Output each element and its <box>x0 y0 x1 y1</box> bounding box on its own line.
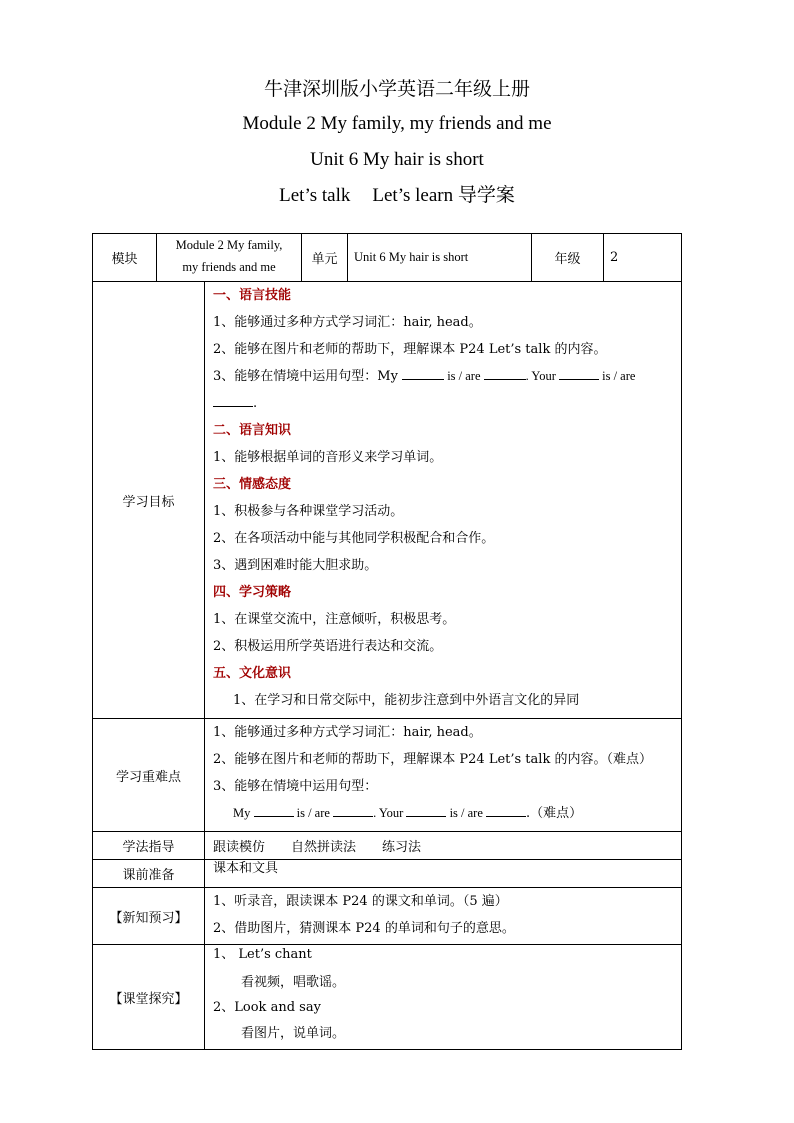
objective-item: 2、积极运用所学英语进行表达和交流。 <box>213 639 443 654</box>
objective-item: 3、遇到困难时能大胆求助。 <box>213 558 378 573</box>
explore-content <box>205 945 682 1050</box>
unit-value: Unit 6 My hair is short <box>348 234 532 282</box>
prep-label: 课前准备 <box>93 860 205 888</box>
title-lesson-learn: Let’s learn 导学案 <box>372 185 515 206</box>
method-label: 学法指导 <box>93 832 205 860</box>
objectives-heading-3: 三、情感态度 <box>213 477 292 492</box>
module-label: 模块 <box>93 234 157 282</box>
keypoint-item: 3、能够在情境中运用句型： <box>213 779 378 794</box>
method-content <box>205 832 682 860</box>
study-guide-table <box>92 233 682 1050</box>
title-book: 牛津深圳版小学英语二年级上册 <box>263 78 530 100</box>
preview-label: 【新知预习】 <box>93 888 205 945</box>
objective-item: 1、能够通过多种方式学习词汇：hair, head。 <box>213 315 482 330</box>
title-module: Module 2 My family, my friends and me <box>242 113 552 134</box>
preview-content <box>205 888 682 945</box>
method-row <box>93 832 682 860</box>
explore-item: 2、Look and say <box>213 1000 321 1015</box>
objective-item: 2、在各项活动中能与其他同学积极配合和合作。 <box>213 531 495 546</box>
objectives-heading-2: 二、语言知识 <box>213 423 292 438</box>
explore-item: 看视频，唱歌谣。 <box>241 975 346 990</box>
preview-item: 1、听录音，跟读课本 P24 的课文和单词。（5 遍） <box>213 894 508 909</box>
info-row <box>93 234 682 282</box>
method-value-1: 跟读模仿 <box>213 840 266 855</box>
keypoints-row <box>93 719 682 832</box>
preview-row <box>93 888 682 945</box>
objective-item: 2、能够在图片和老师的帮助下，理解课本 P24 Let’s talk 的内容。 <box>213 342 607 357</box>
objective-item: 1、在学习和日常交际中，能初步注意到中外语言文化的异同 <box>233 693 580 708</box>
objectives-heading-1: 一、语言技能 <box>213 288 292 303</box>
objectives-heading-5: 五、文化意识 <box>213 666 292 681</box>
objective-item: 1、积极参与各种课堂学习活动。 <box>213 504 404 519</box>
method-value-3: 练习法 <box>382 840 422 855</box>
objectives-content <box>205 282 682 719</box>
objectives-row <box>93 282 682 719</box>
explore-item: 看图片，说单词。 <box>241 1026 346 1041</box>
keypoints-content <box>205 719 682 832</box>
module-value-line2: my friends and me <box>182 260 276 274</box>
prep-content <box>205 860 682 888</box>
keypoint-item: 2、能够在图片和老师的帮助下，理解课本 P24 Let’s talk 的内容。（难点） <box>213 752 652 767</box>
keypoint-item-sentence: My is / are . Your is / are .（难点） <box>233 806 583 821</box>
explore-item: 1、 Let’s chant <box>213 947 312 962</box>
explore-label: 【课堂探究】 <box>93 945 205 1050</box>
document-title-block <box>0 76 794 209</box>
method-value-2: 自然拼读法 <box>291 840 357 855</box>
keypoints-label: 学习重难点 <box>93 719 205 832</box>
unit-label: 单元 <box>302 234 348 282</box>
grade-label: 年级 <box>532 234 604 282</box>
objective-item: 1、在课堂交流中，注意倾听，积极思考。 <box>213 612 456 627</box>
title-lesson-talk: Let’s talk <box>279 185 351 206</box>
grade-value: 2 <box>604 234 682 282</box>
prep-row <box>93 860 682 888</box>
keypoint-item: 1、能够通过多种方式学习词汇：hair, head。 <box>213 725 482 740</box>
explore-row <box>93 945 682 1050</box>
title-unit: Unit 6 My hair is short <box>310 149 484 170</box>
objective-item: 1、能够根据单词的音形义来学习单词。 <box>213 450 443 465</box>
objectives-heading-4: 四、学习策略 <box>213 585 292 600</box>
title-lesson <box>0 183 794 209</box>
prep-value: 课本和文具 <box>213 861 279 876</box>
module-value-line1: Module 2 My family, <box>175 238 283 252</box>
module-value <box>157 234 302 282</box>
preview-item: 2、借助图片，猜测课本 P24 的单词和句子的意思。 <box>213 921 515 936</box>
objectives-label: 学习目标 <box>93 282 205 719</box>
objective-item-sentence-cont: . <box>213 390 681 417</box>
objective-item-sentence: 3、能够在情境中运用句型：My is / are . Your is / are <box>213 369 636 384</box>
